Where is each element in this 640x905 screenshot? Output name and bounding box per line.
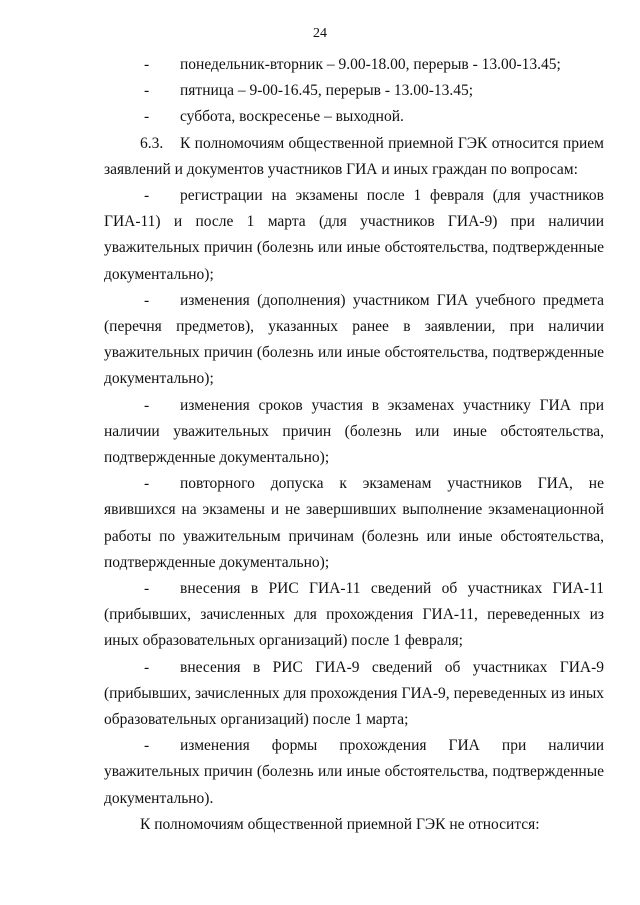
list-item: - изменения сроков участия в экзаменах участнику ГИА при наличии уважительных причин (болезнь или иные обстоятельства, подтвержденные документально); (104, 393, 604, 472)
schedule-item: - пятница – 9-00-16.45, перерыв - 13.00-13.45; (104, 78, 604, 104)
document-body (104, 52, 604, 838)
section-paragraph (104, 131, 604, 183)
section-text: К полномочиям общественной приемной ГЭК относится прием заявлений и документов участников ГИА и иных граждан по вопросам: (104, 134, 604, 178)
list-item: - регистрации на экзамены после 1 февраля (для участников ГИА-11) и после 1 марта (для участников ГИА-9) при наличии уважительных причин (болезнь или иные обстоятельства, подтвержденные документально); (104, 183, 604, 288)
list-item: - внесения в РИС ГИА-11 сведений об участниках ГИА-11 (прибывших, зачисленных для прохождения ГИА-11, переведенных из иных образовательных организаций) после 1 февраля; (104, 576, 604, 655)
page-number: 24 (313, 26, 327, 41)
schedule-item: - понедельник-вторник – 9.00-18.00, перерыв - 13.00-13.45; (104, 52, 604, 78)
section-number: 6.3. (140, 134, 164, 152)
list-item: - изменения формы прохождения ГИА при наличии уважительных причин (болезнь или иные обстоятельства, подтвержденные документально). (104, 733, 604, 812)
schedule-item: - суббота, воскресенье – выходной. (104, 104, 604, 130)
list-item: - изменения (дополнения) участником ГИА учебного предмета (перечня предметов), указанных ранее в заявлении, при наличии уважительных причин (болезнь или иные обстоятельства, подтвержденные документально); (104, 288, 604, 393)
closing-paragraph: К полномочиям общественной приемной ГЭК не относится: (140, 815, 540, 833)
list-item: - внесения в РИС ГИА-9 сведений об участниках ГИА-9 (прибывших, зачисленных для прохождения ГИА-9, переведенных из иных образовательных организаций) после 1 марта; (104, 655, 604, 734)
list-item: - повторного допуска к экзаменам участников ГИА, не явившихся на экзамены и не завершивших выполнение экзаменационной работы по уважительным причинам (болезнь или иные обстоятельства, подтвержденные документально); (104, 471, 604, 576)
